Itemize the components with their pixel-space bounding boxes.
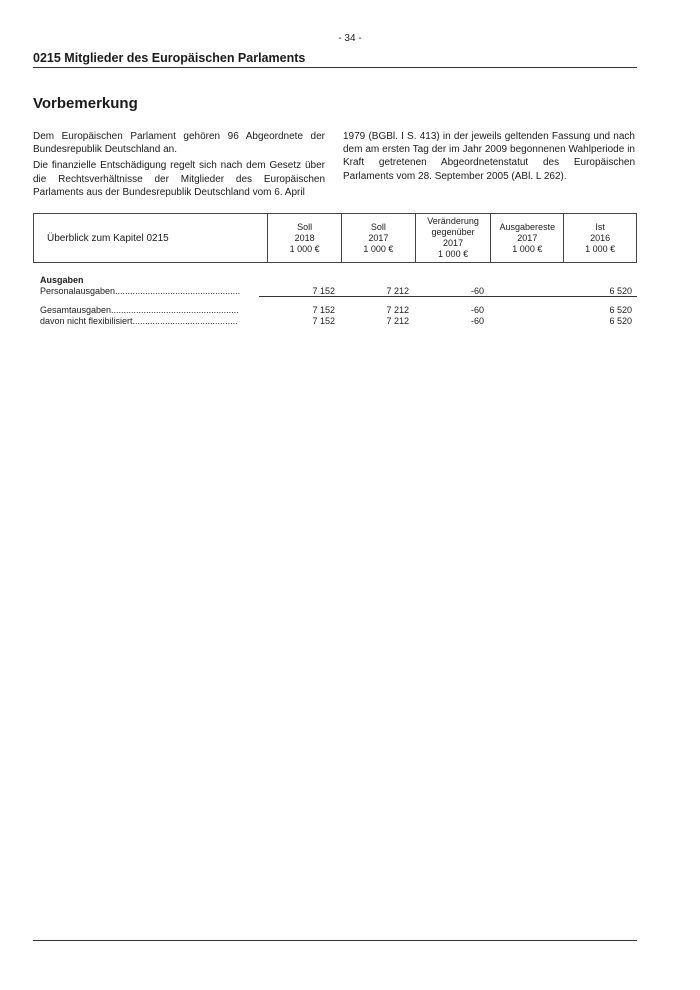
column-header-change bbox=[416, 214, 492, 262]
cell-ist-2016: 6 520 bbox=[609, 316, 632, 326]
table-row bbox=[40, 305, 632, 316]
chapter-heading: 0215 Mitglieder des Europäischen Parlaments bbox=[33, 51, 637, 68]
column-header-soll-2017 bbox=[342, 214, 416, 262]
footer-divider bbox=[33, 940, 637, 941]
cell-ist-2016: 6 520 bbox=[609, 305, 632, 315]
cell-change: -60 bbox=[470, 286, 484, 296]
header-line: 2017 bbox=[443, 238, 464, 248]
text-column-left bbox=[33, 130, 325, 202]
header-line: 1 000 € bbox=[438, 249, 469, 259]
overview-table-header bbox=[33, 213, 637, 263]
sum-divider bbox=[259, 296, 637, 297]
cell-ist-2016: 6 520 bbox=[609, 286, 632, 296]
text-column-right bbox=[343, 130, 635, 186]
header-line: Soll bbox=[370, 221, 386, 232]
header-line: Ausgabereste bbox=[499, 221, 556, 232]
cell-change: -60 bbox=[470, 316, 484, 326]
group-label-ausgaben: Ausgaben bbox=[40, 275, 84, 285]
cell-soll-2018: 7 152 bbox=[312, 286, 335, 296]
row-label: davon nicht flexibilisiert.......................................... bbox=[40, 316, 238, 326]
paragraph: 1979 (BGBl. I S. 413) in der jeweils geltenden Fassung und nach dem am ersten Tag der im Jahr 2009 begonnenen Wahlperiode in Kraft getretenen Abgeordnetenstatut des Europäischen Parlaments vom 28. September 2005 (ABl. L 262). bbox=[343, 131, 635, 182]
paragraph: Dem Europäischen Parlament gehören 96 Abgeordnete der Bundesrepublik Deutschland an. bbox=[33, 131, 325, 156]
header-line: 1 000 € bbox=[585, 243, 616, 254]
row-label: Personalausgaben.................................................. bbox=[40, 286, 241, 296]
header-line: 2017 bbox=[517, 232, 538, 243]
header-line: 1 000 € bbox=[512, 243, 543, 254]
section-title: Vorbemerkung bbox=[33, 95, 138, 112]
header-line: 2017 bbox=[368, 232, 389, 243]
header-line: 1 000 € bbox=[289, 243, 320, 254]
cell-soll-2017: 7 212 bbox=[386, 286, 409, 296]
column-header-ausgabereste bbox=[491, 214, 564, 262]
header-line: Veränderung bbox=[427, 216, 479, 226]
cell-soll-2018: 7 152 bbox=[312, 305, 335, 315]
header-line: 2016 bbox=[590, 232, 611, 243]
header-line: gegenüber bbox=[431, 227, 475, 237]
header-line: Soll bbox=[297, 221, 313, 232]
column-header-ist-2016 bbox=[564, 214, 636, 262]
header-line: 2018 bbox=[294, 232, 315, 243]
cell-soll-2017: 7 212 bbox=[386, 305, 409, 315]
cell-soll-2017: 7 212 bbox=[386, 316, 409, 326]
paragraph: Die finanzielle Entschädigung regelt sich nach dem Gesetz über die Rechtsverhältnisse der Mitglieder des Europäischen Parlaments aus der Bundesrepublik Deutschland vom 6. April bbox=[33, 160, 325, 198]
header-line: Ist bbox=[595, 221, 605, 232]
page-number: - 34 - bbox=[338, 33, 362, 44]
header-line: 1 000 € bbox=[363, 243, 394, 254]
row-label: Gesamtausgaben................................................... bbox=[40, 305, 239, 315]
table-title: Überblick zum Kapitel 0215 bbox=[34, 214, 268, 262]
cell-change: -60 bbox=[470, 305, 484, 315]
cell-soll-2018: 7 152 bbox=[312, 316, 335, 326]
table-row bbox=[40, 316, 632, 327]
column-header-soll-2018 bbox=[268, 214, 342, 262]
